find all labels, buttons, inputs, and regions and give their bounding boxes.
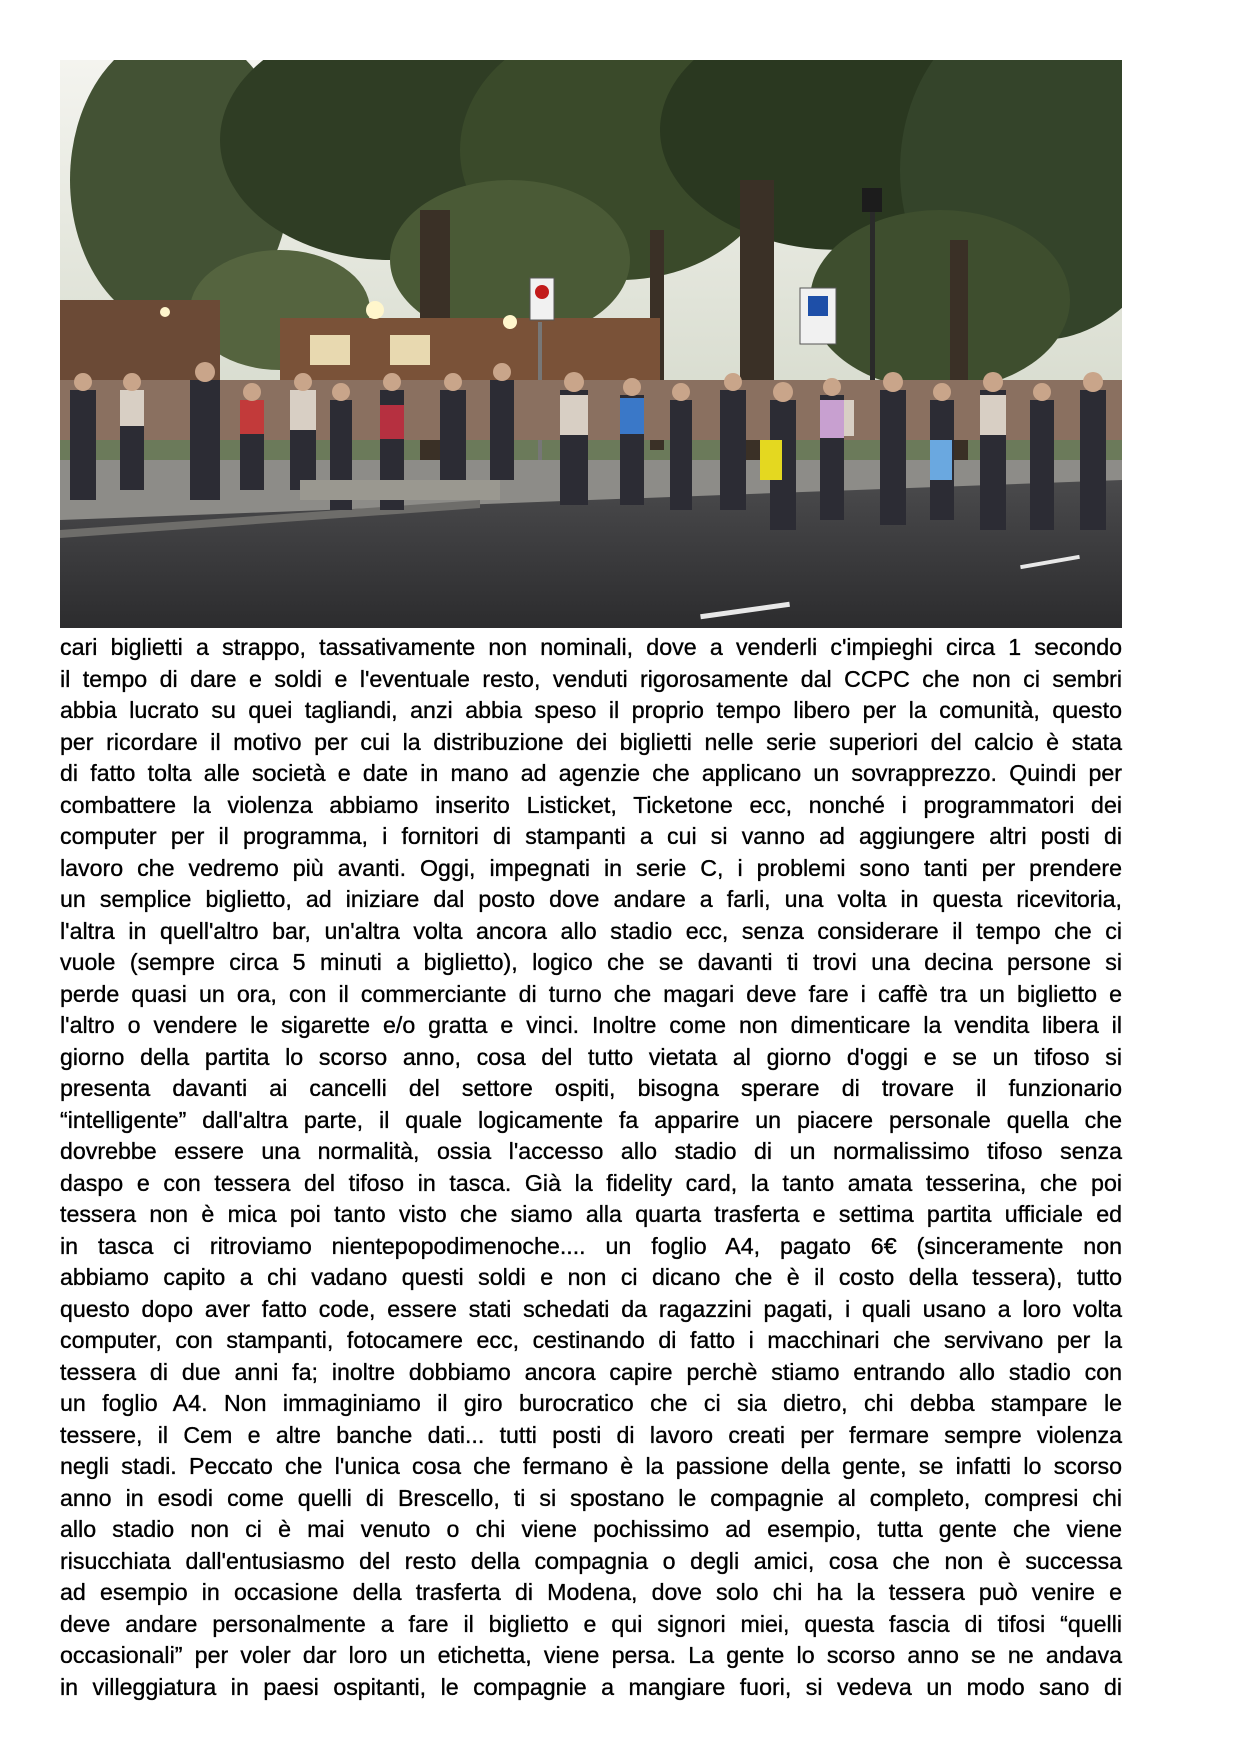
text-line: tessera non è mica poi tanto visto che siamo alla quarta trasferta e settima partita ufficiale ed xyxy=(60,1201,1122,1227)
text-line: un foglio A4. Non immaginiamo il giro burocratico che ci sia dietro, chi debba stampare le xyxy=(60,1390,1122,1416)
article-text xyxy=(60,632,1122,1703)
text-line: giorno della partita lo scorso anno, cosa del tutto vietata al giorno d'oggi e se un tifoso si xyxy=(60,1043,1122,1070)
text-line: perde quasi un ora, con il commerciante di turno che magari deve fare i caffè tra un biglietto e xyxy=(60,980,1122,1007)
text-line: combattere la violenza abbiamo inserito Listicket, Ticketone ecc, nonché i programmatori dei xyxy=(60,791,1122,818)
text-line: tessera di due anni fa; inoltre dobbiamo ancora capire perchè stiamo entrando allo stadio con xyxy=(60,1358,1122,1385)
text-line: un semplice biglietto, ad iniziare dal posto dove andare a farli, una volta in questa ricevitoria, xyxy=(60,886,1122,912)
text-line: di fatto tolta alle società e date in mano ad agenzie che applicano un sovrapprezzo. Quindi per xyxy=(60,760,1122,786)
text-line: lavoro che vedremo più avanti. Oggi, impegnati in serie C, i problemi sono tanti per prendere xyxy=(60,854,1122,881)
text-line: ad esempio in occasione della trasferta di Modena, dove solo chi ha la tessera può venire e xyxy=(60,1579,1122,1605)
crowd-photo-illustration xyxy=(60,60,1122,628)
text-line: “intelligente” dall'altra parte, il quale logicamente fa apparire un piacere personale quella che xyxy=(60,1106,1122,1133)
text-line: risucchiata dall'entusiasmo del resto della compagnia o degli amici, cosa che non è successa xyxy=(60,1547,1122,1574)
text-line: computer, con stampanti, fotocamere ecc, cestinando di fatto i macchinari che servivano per la xyxy=(60,1327,1122,1353)
text-line: negli stadi. Peccato che l'unica cosa che fermano è la passione della gente, se infatti lo scorso xyxy=(60,1453,1122,1479)
text-line: abbia lucrato su quei tagliandi, anzi abbia speso il proprio tempo libero per la comunità, questo xyxy=(60,697,1122,723)
text-line: il tempo di dare e soldi e l'eventuale resto, venduti rigorosamente dal CCPC che non ci sembri xyxy=(60,665,1122,692)
text-line: allo stadio non ci è mai venuto o chi viene pochissimo ad esempio, tutta gente che viene xyxy=(60,1516,1122,1542)
text-line: cari biglietti a strappo, tassativamente non nominali, dove a venderli c'impieghi circa 1 secondo xyxy=(60,634,1122,660)
text-line: in tasca ci ritroviamo nientepopodimenoche.... un foglio A4, pagato 6€ (sinceramente non xyxy=(60,1232,1122,1259)
text-line: presenta davanti ai cancelli del settore ospiti, bisogna sperare di trovare il funzionario xyxy=(60,1075,1122,1101)
text-line: l'altro o vendere le sigarette e/o gratta e vinci. Inoltre come non dimenticare la vendita libera il xyxy=(60,1012,1122,1038)
text-line: abbiamo capito a chi vadano questi soldi e non ci dicano che è il costo della tessera), tutto xyxy=(60,1264,1122,1290)
text-line: daspo e con tessera del tifoso in tasca. Già la fidelity card, la tanto amata tesserina, che poi xyxy=(60,1169,1122,1196)
text-line: questo dopo aver fatto code, essere stati schedati da ragazzini pagati, i quali usano a loro volta xyxy=(60,1295,1122,1322)
text-line: dovrebbe essere una normalità, ossia l'accesso allo stadio di un normalissimo tifoso senza xyxy=(60,1138,1122,1164)
text-line: occasionali” per voler dar loro un etichetta, viene persa. La gente lo scorso anno se ne andava xyxy=(60,1642,1122,1668)
text-line: l'altra in quell'altro bar, un'altra volta ancora allo stadio ecc, senza considerare il tempo che ci xyxy=(60,917,1122,944)
text-line: computer per il programma, i fornitori di stampanti a cui si vanno ad aggiungere altri posti di xyxy=(60,823,1122,849)
text-line: vuole (sempre circa 5 minuti a biglietto), logico che se davanti ti trovi una decina persone si xyxy=(60,949,1122,975)
text-line: in villeggiatura in paesi ospitanti, le compagnie a mangiare fuori, si vedeva un modo sano di xyxy=(60,1673,1122,1700)
crowd-photo xyxy=(60,60,1122,628)
text-line: deve andare personalmente a fare il biglietto e qui signori miei, questa fascia di tifosi “quelli xyxy=(60,1610,1122,1637)
text-line: tessere, il Cem e altre banche dati... tutti posti di lavoro creati per fermare sempre violenza xyxy=(60,1421,1122,1448)
text-line: anno in esodi come quelli di Brescello, ti si spostano le compagnie al completo, compresi chi xyxy=(60,1484,1122,1511)
text-line: per ricordare il motivo per cui la distribuzione dei biglietti nelle serie superiori del calcio è stata xyxy=(60,728,1122,755)
